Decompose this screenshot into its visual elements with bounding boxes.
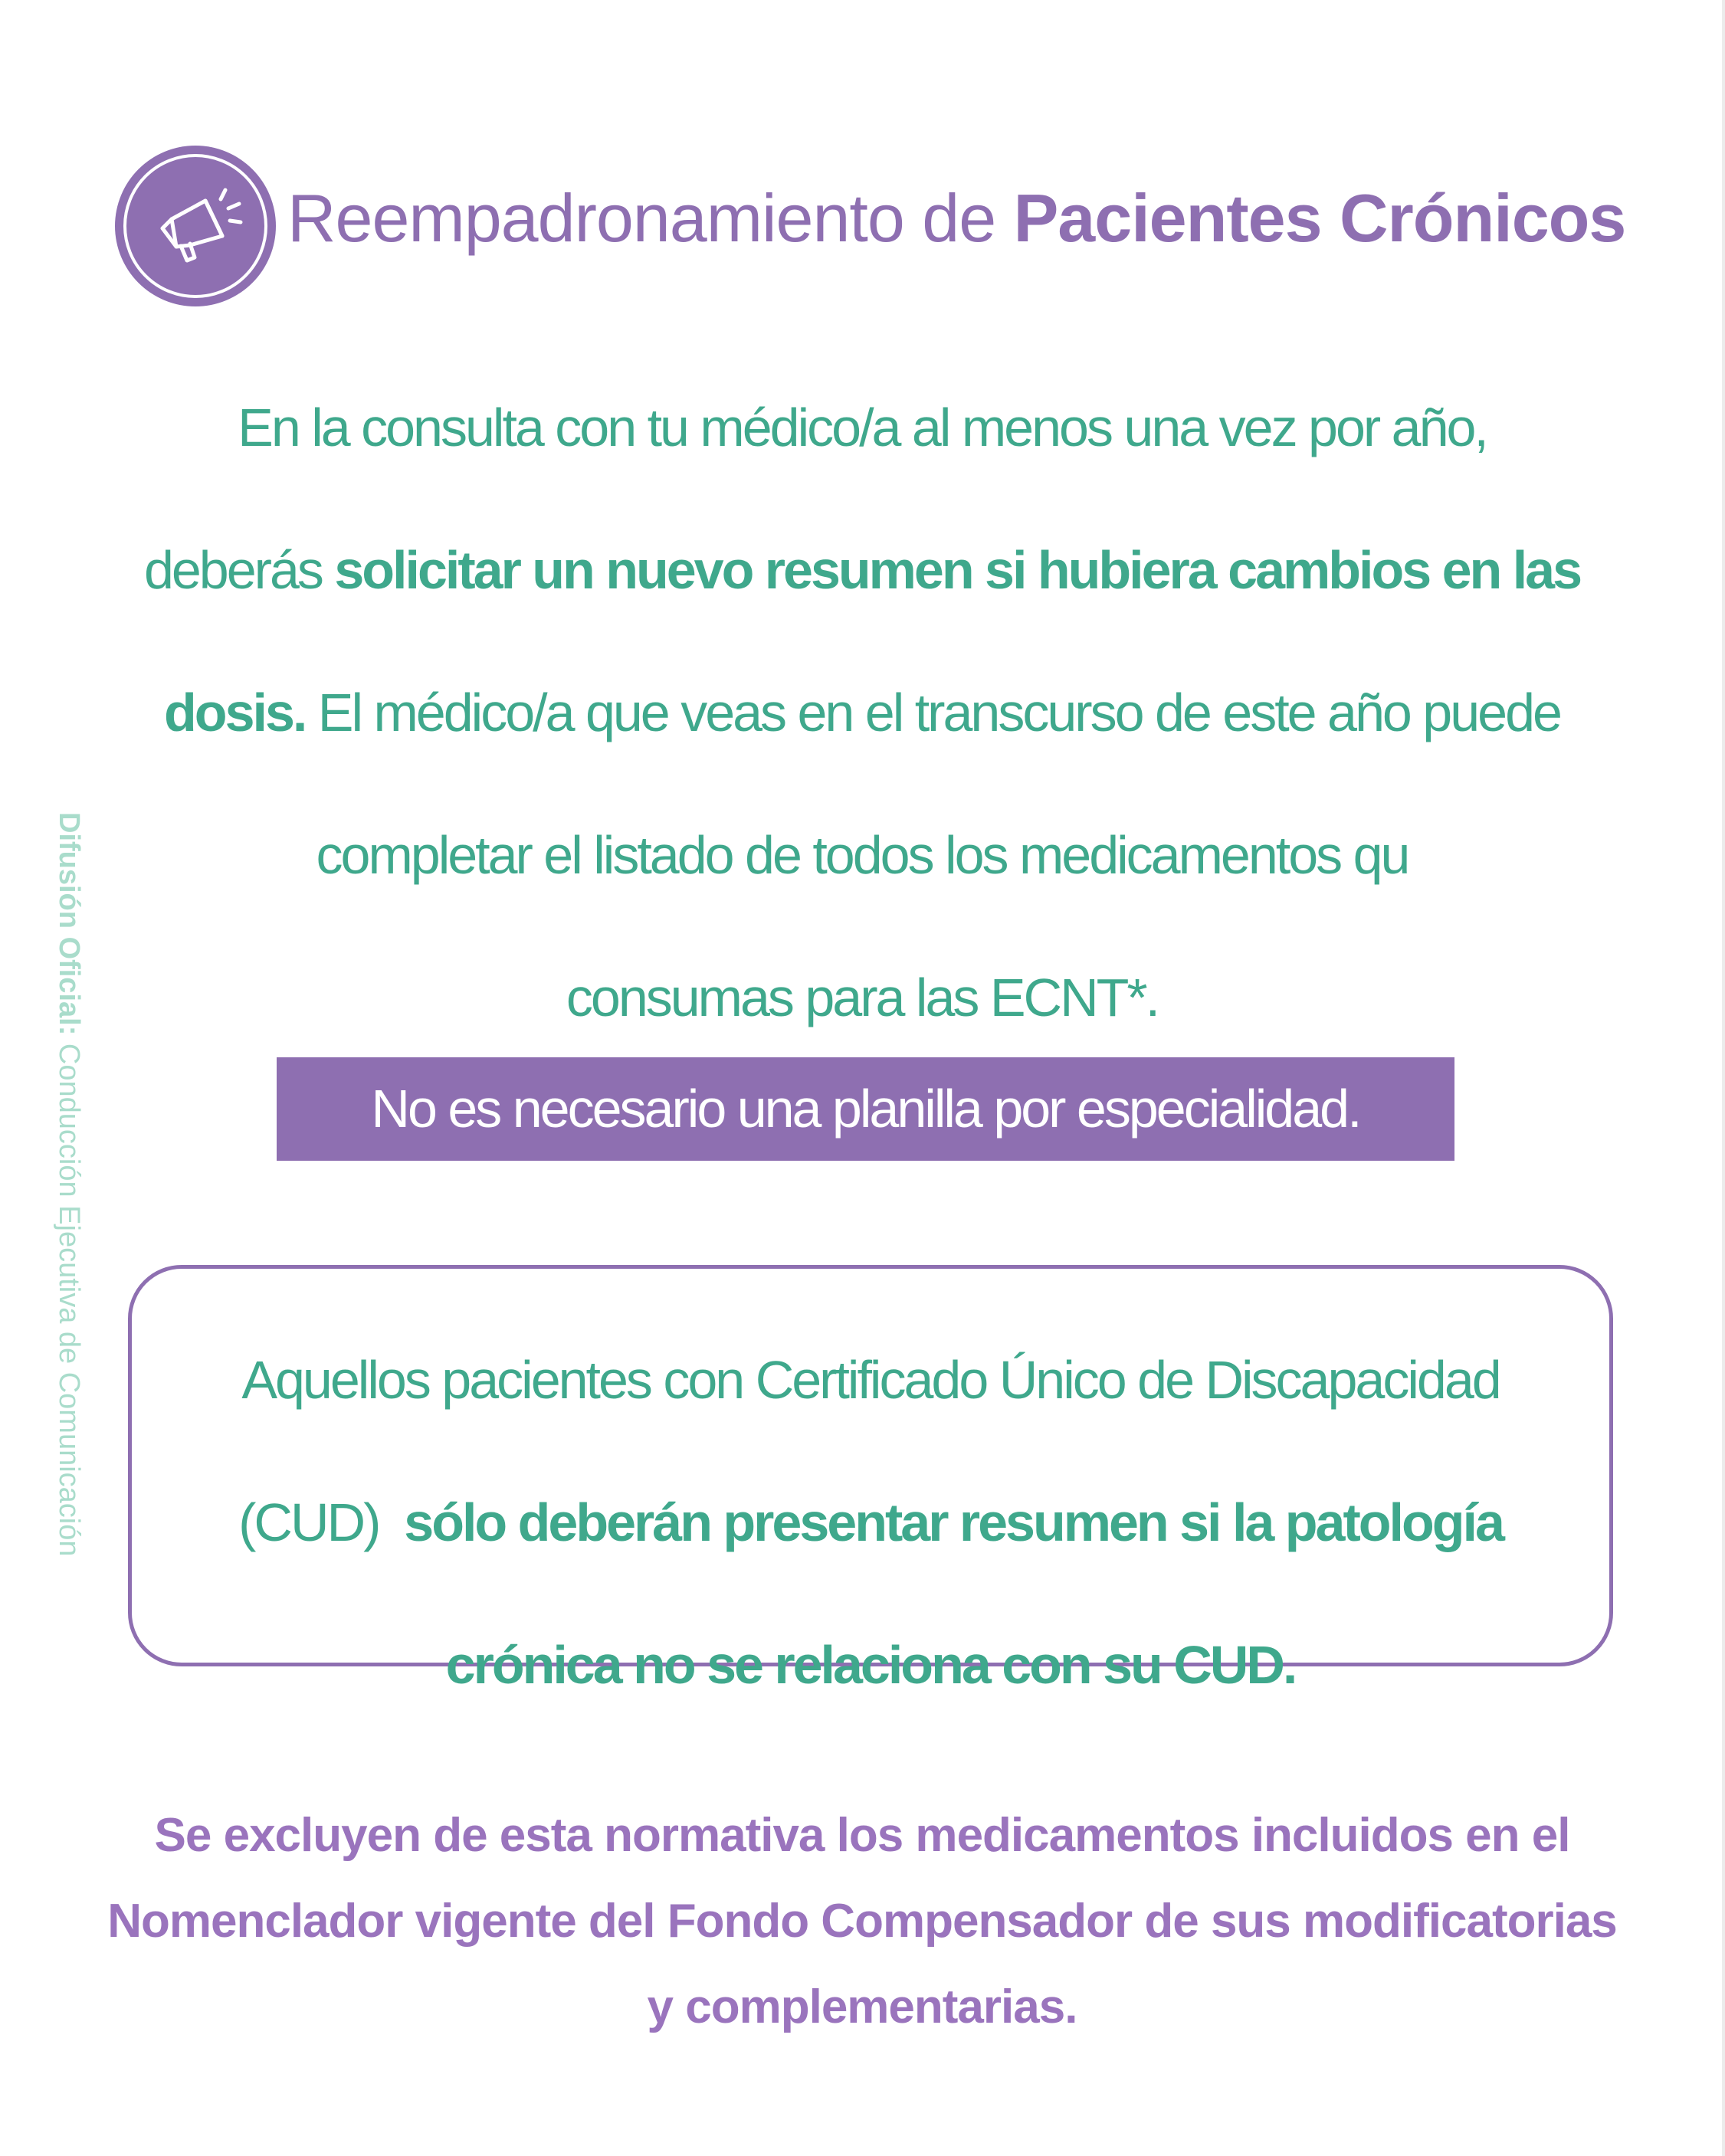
intro-line-2 [61, 499, 1663, 641]
intro-paragraph [61, 356, 1663, 1069]
intro-line-2-bold: solicitar un nuevo resumen si hubiera cambios en las [334, 540, 1581, 600]
intro-line-3-bold: dosis. [164, 683, 306, 742]
intro-line-5: consumas para las ECNT*. [566, 968, 1159, 1027]
intro-line-4: completar el listado de todos los medicamentos qu [316, 825, 1409, 885]
intro-line-3 [61, 641, 1663, 784]
highlight-banner: No es necesario una planilla por especialidad. [277, 1057, 1454, 1161]
credit-label: Difusión Oficial: [53, 812, 85, 1036]
exclusion-line-1: Se excluyen de esta normativa los medicamentos incluidos en el [154, 1809, 1570, 1862]
cud-line-2 [132, 1451, 1609, 1594]
cud-line-2-regular: (CUD) [238, 1492, 405, 1552]
header [115, 146, 1648, 306]
cud-line-3 [132, 1594, 1609, 1736]
exclusion-note [46, 1793, 1678, 2050]
intro-line-3-regular: El médico/a que veas en el transcurso de este año puede [305, 683, 1560, 742]
exclusion-line-2: Nomenclador vigente del Fondo Compensador de sus modificatorias [107, 1895, 1617, 1948]
exclusion-line-3: y complementarias. [647, 1981, 1077, 2033]
page-edge-rule [1722, 0, 1725, 2156]
cud-notice-text [132, 1309, 1609, 1736]
cud-line-3-bold: crónica no se relaciona con su CUD. [445, 1635, 1296, 1695]
credit-text: Conducción Ejecutiva de Comunicación [53, 1035, 85, 1557]
cud-line-1: Aquellos pacientes con Certificado Único de Discapacidad [241, 1350, 1500, 1410]
title-regular: Reempadronamiento de [287, 180, 1014, 256]
intro-line-2-regular: deberás [143, 540, 335, 600]
cud-line-2-bold: sólo deberán presentar resumen si la patología [404, 1492, 1503, 1552]
page-title [287, 176, 1625, 260]
megaphone-icon [115, 146, 276, 306]
intro-line-1: En la consulta con tu médico/a al menos una vez por año, [238, 398, 1487, 457]
cud-notice-box [128, 1265, 1613, 1695]
title-bold: Pacientes Crónicos [1013, 180, 1626, 256]
